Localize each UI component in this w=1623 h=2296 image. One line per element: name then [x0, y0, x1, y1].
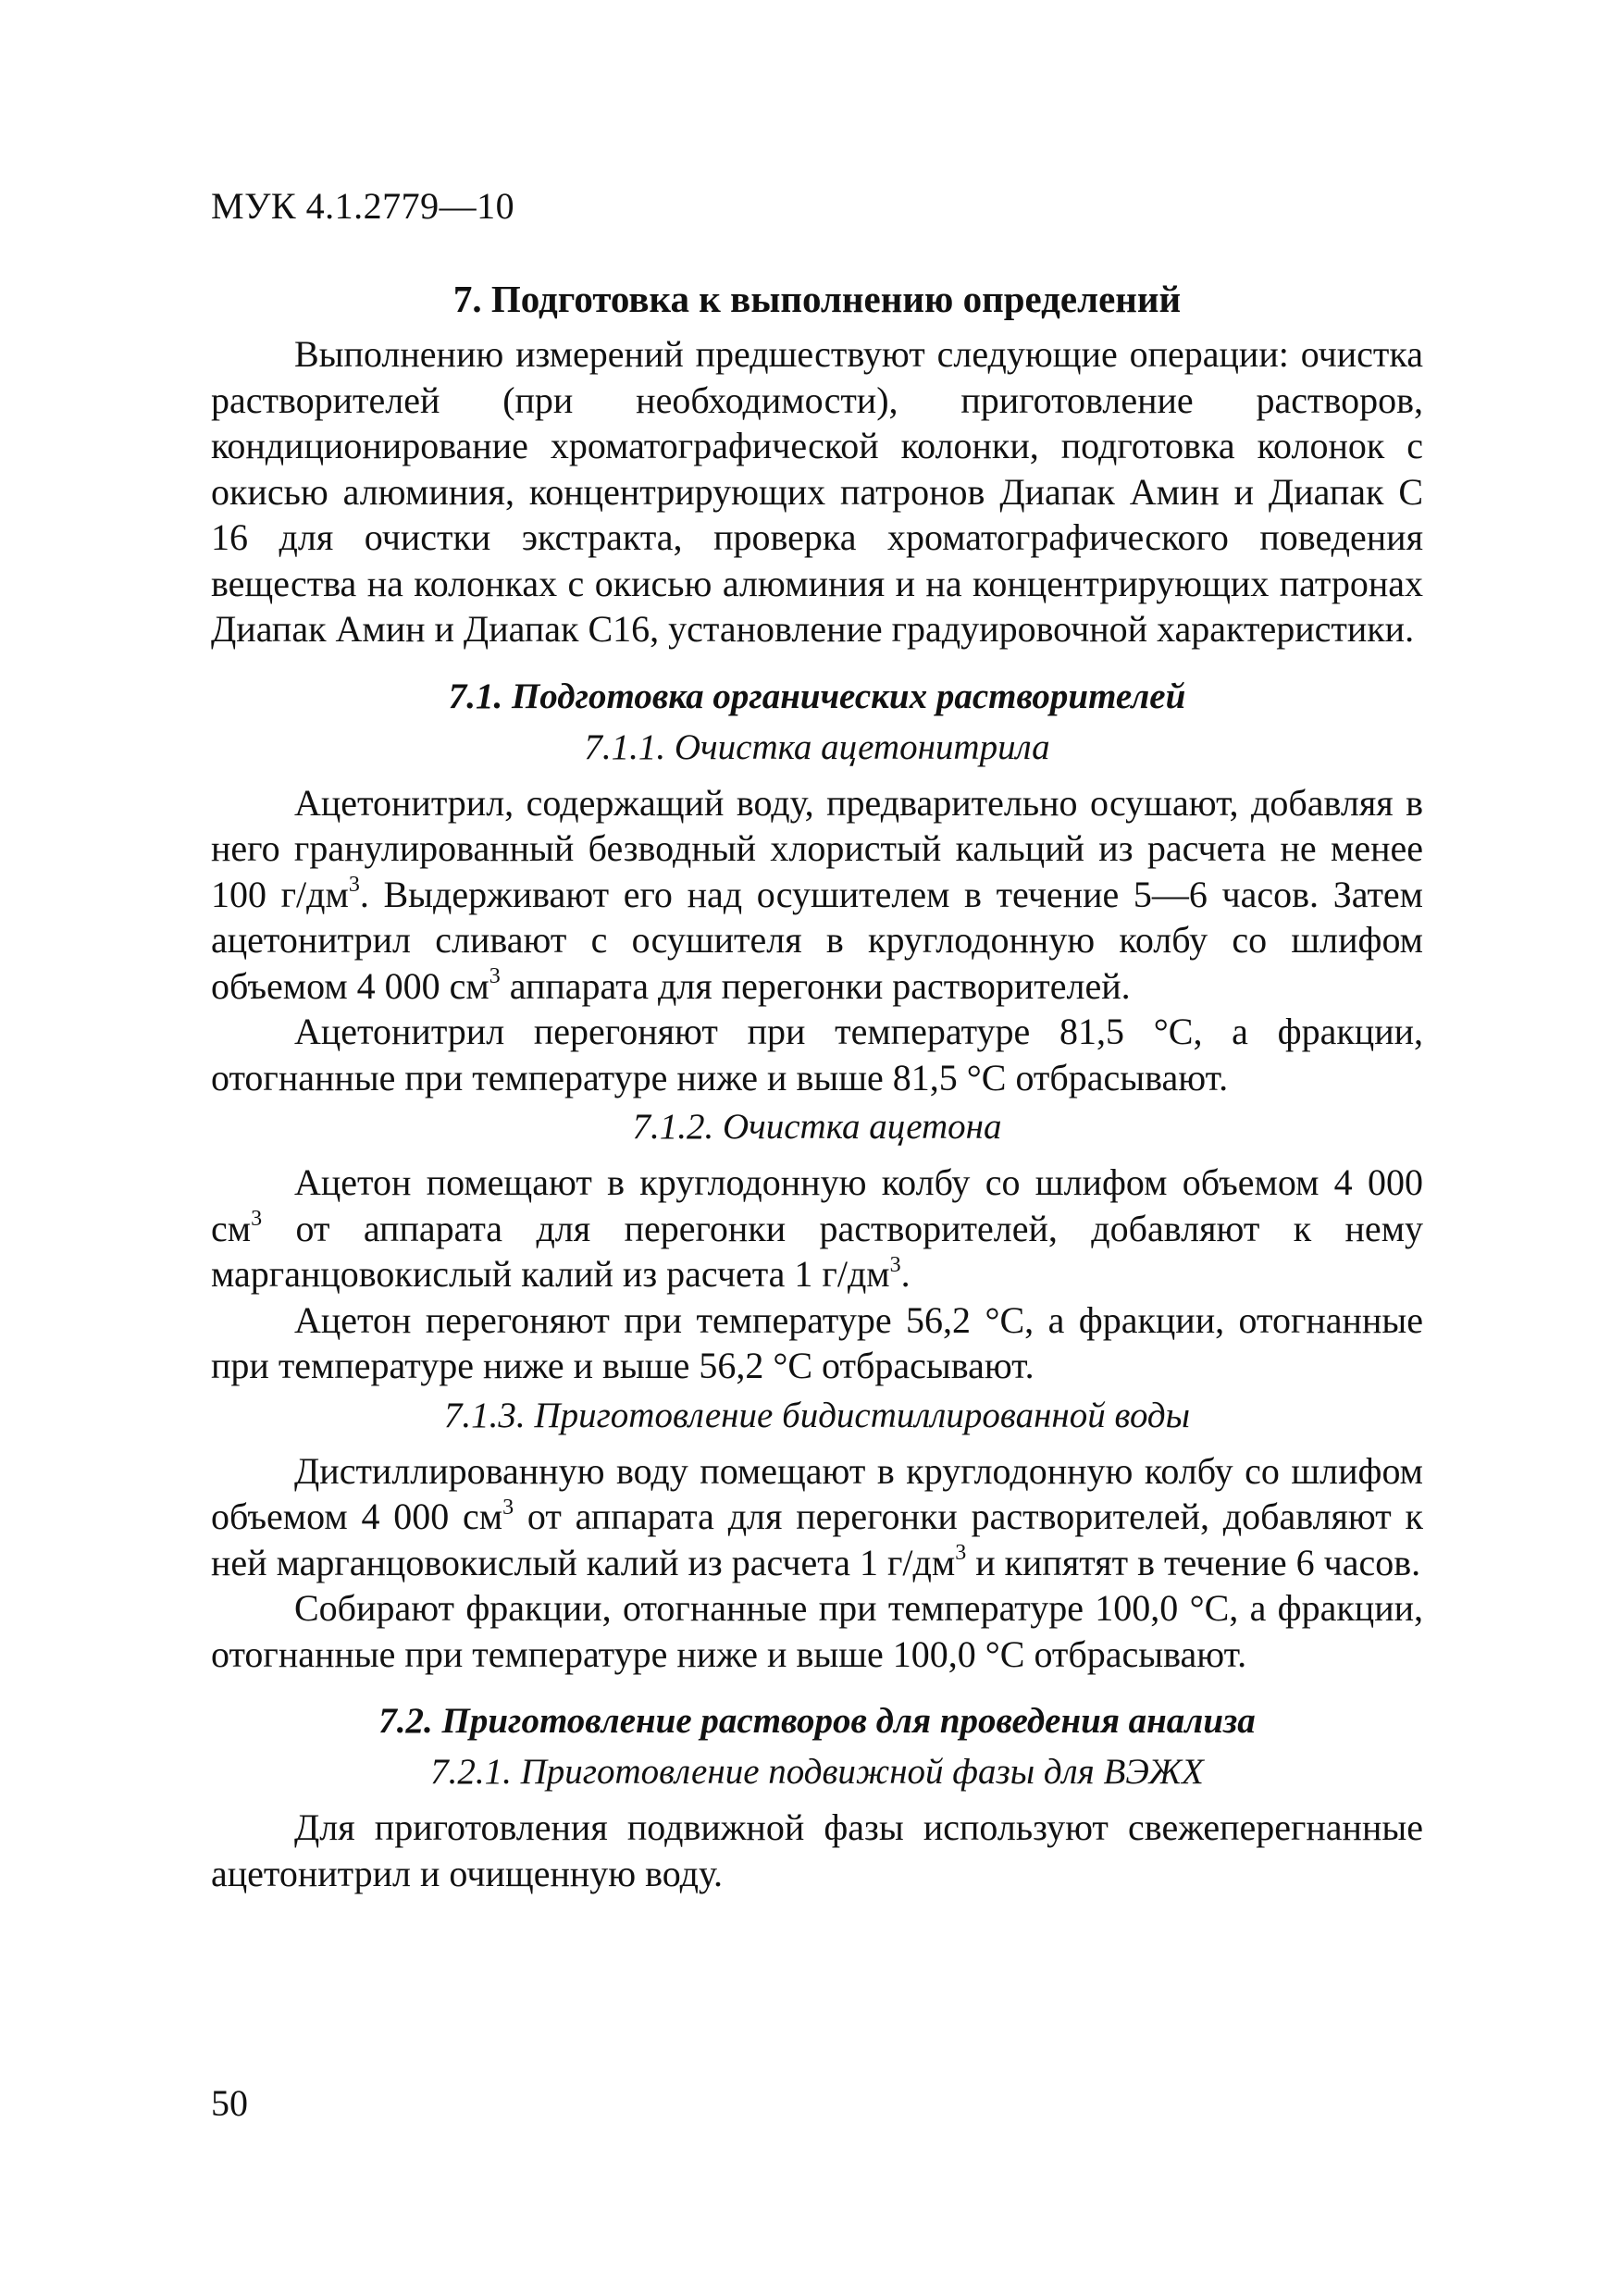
section-7-1-1-heading: 7.1.1. Очистка ацетонитрила: [584, 726, 1050, 767]
section-7-1-1-paragraph-2: Ацетонитрил перегоняют при температуре 81,5 °С, а фракции, отогнанные при температуре ниже и выше 81,5 °С отбрасывают.: [211, 1011, 1423, 1098]
superscript: 3: [348, 873, 360, 898]
section-7-1-2-paragraph-1: [211, 1160, 1423, 1297]
text-run: от аппарата для перегонки растворителей, добавляют к нему марганцовокислый калий из расчета 1 г/дм: [211, 1207, 1423, 1295]
superscript: 3: [251, 1207, 263, 1232]
section-7-2-heading: 7.2. Приготовление растворов для проведения анализа: [378, 1701, 1256, 1741]
superscript: 3: [502, 1495, 514, 1520]
superscript: 3: [955, 1541, 967, 1566]
section-7-heading: 7. Подготовка к выполнению определений: [452, 278, 1182, 320]
section-7-1-1-paragraph-1: [211, 780, 1423, 1010]
superscript: 3: [889, 1252, 901, 1277]
section-7-1-3-heading: 7.1.3. Приготовление бидистиллированной воды: [443, 1395, 1191, 1435]
section-7-1-3-paragraph-2: Собирают фракции, отогнанные при температуре 100,0 °С, а фракции, отогнанные при температуре ниже и выше 100,0 °С отбрасывают.: [211, 1587, 1423, 1675]
section-7-1-2-heading: 7.1.2. Очистка ацетона: [632, 1107, 1002, 1147]
text-run: Дистиллированную воду помещают в круглодонную колбу со шлифом объемом 4 000 см: [211, 1449, 1423, 1537]
page-content: [211, 274, 1423, 1896]
superscript: 3: [489, 964, 501, 989]
document-code: МУК 4.1.2779—10: [211, 185, 515, 227]
section-7-1-3-paragraph-1: [211, 1448, 1423, 1586]
text-run: .: [900, 1253, 911, 1295]
text-run: от аппарата для перегонки растворителей, добавляют к ней марганцовокислый калий из расчета 1 г/дм: [211, 1496, 1423, 1583]
text-run: . Выдерживают его над осушителем в течение 5—6 часов. Затем ацетонитрил сливают с осушителя в круглодонную колбу со шлифом объемом 4 000 см: [211, 873, 1423, 1007]
section-7-1-heading: 7.1. Подготовка органических растворителей: [448, 676, 1186, 716]
text-run: Ацетонитрил, содержащий воду, предварительно осушают, добавляя в него гранулированный безводный хлористый кальций из расчета не менее 100 г/дм: [211, 781, 1423, 915]
page-number: 50: [211, 2082, 248, 2124]
text-run: аппарата для перегонки растворителей.: [500, 964, 1131, 1007]
section-7-2-1-paragraph-1: Для приготовления подвижной фазы используют свежеперегнанные ацетонитрил и очищенную воду.: [211, 1806, 1423, 1894]
text-run: Ацетон помещают в круглодонную колбу со шлифом объемом 4 000 см: [211, 1161, 1423, 1249]
section-7-2-1-heading: 7.2.1. Приготовление подвижной фазы для ВЭЖХ: [430, 1752, 1204, 1792]
text-run: и кипятят в течение 6 часов.: [966, 1541, 1421, 1583]
section-7-intro-paragraph: Выполнению измерений предшествуют следующие операции: очистка растворителей (при необходимости), приготовление растворов, кондиционирование хроматографической колонки, подготовка колонок с окисью алюминия, концентрирующих патронов Диапак Амин и Диапак С 16 для очистки экстракта, проверка хроматографического поведения вещества на колонках с окисью алюминия и на концентрирующих патронах Диапак Амин и Диапак С16, установление градуировочной характеристики.: [211, 333, 1423, 650]
section-7-1-2-paragraph-2: Ацетон перегоняют при температуре 56,2 °С, а фракции, отогнанные при температуре ниже и выше 56,2 °С отбрасывают.: [211, 1298, 1423, 1386]
